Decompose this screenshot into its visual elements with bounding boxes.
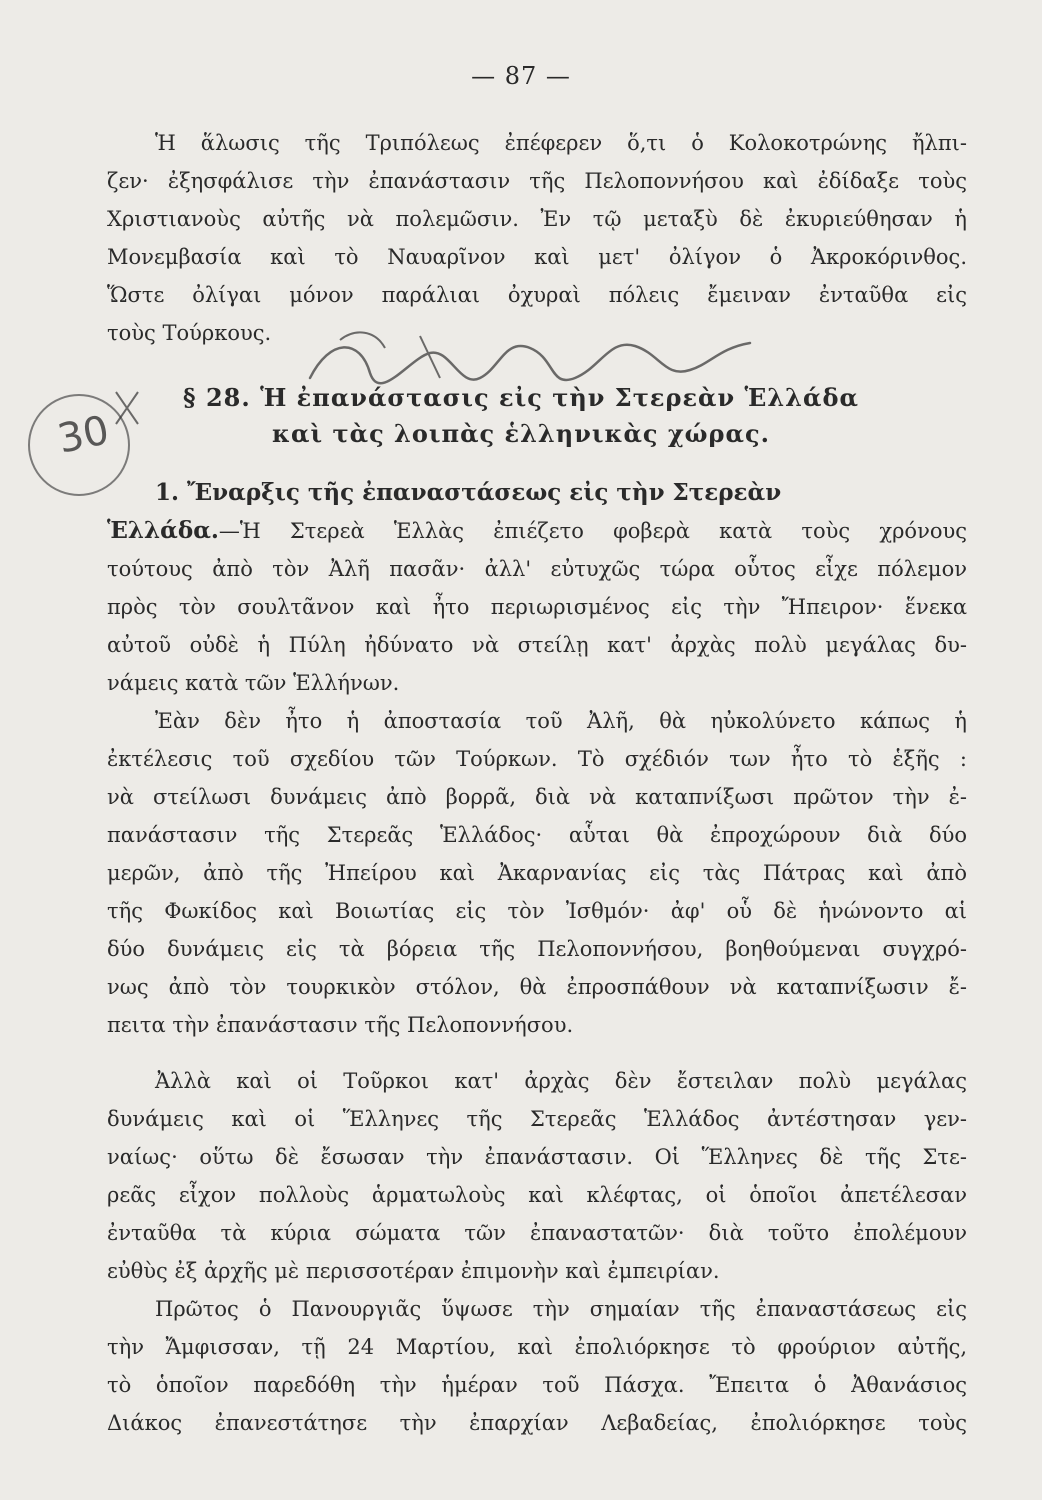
text-line: Ὥστε ὀλίγαι μόνον παράλιαι ὀχυραὶ πόλεις ἔμειναν ἐνταῦθα εἰς <box>107 283 967 307</box>
text-line: νὰ στείλωσι δυνάμεις ἀπὸ βορρᾶ, διὰ νὰ καταπνίξωσι πρῶτον τὴν ἐ- <box>107 785 967 809</box>
text-line: νάμεις κατὰ τῶν Ἑλλήνων. <box>107 671 400 695</box>
text-line: τοὺς Τούρκους. <box>107 321 272 345</box>
text-line: πρὸς τὸν σουλτᾶνον καὶ ἦτο περιωρισμένος εἰς τὴν Ἤπειρον· ἕνεκα <box>107 595 967 619</box>
text-line: αὐτοῦ οὐδὲ ἡ Πύλη ἠδύνατο νὰ στείλῃ κατ' ἀρχὰς πολὺ μεγάλας δυ- <box>107 633 967 657</box>
handwritten-annotation <box>300 318 760 408</box>
text-line: Διάκος ἐπανεστάτησε τὴν ἐπαρχίαν Λεβαδείας, ἐπολιόρκησε τοὺς <box>107 1411 967 1435</box>
first-line-rest: —Ἡ Στερεὰ Ἑλλὰς ἐπιέζετο φοβερὰ κατὰ τοὺς χρόνους <box>218 519 967 543</box>
section-heading-line-1: § 28. Ἡ ἐπανάστασις εἰς τὴν Στερεὰν Ἑλλάδα <box>183 383 859 412</box>
text-line: νως ἀπὸ τὸν τουρκικὸν στόλον, θὰ ἐπροσπάθουν νὰ καταπνίξωσιν ἔ- <box>107 975 967 999</box>
text-line: ἐνταῦθα τὰ κύρια σώματα τῶν ἐπαναστατῶν· διὰ τοῦτο ἐπολέμουν <box>107 1221 967 1245</box>
text-line: ἐκτέλεσις τοῦ σχεδίου τῶν Τούρκων. Τὸ σχέδιόν των ἦτο τὸ ἑξῆς : <box>107 747 967 771</box>
text-line: τῆς Φωκίδος καὶ Βοιωτίας εἰς τὸν Ἰσθμόν· ἀφ' οὗ δὲ ἡνώνοντο αἱ <box>107 899 967 923</box>
subsection-title-text: 1. Ἔναρξις τῆς ἐπαναστάσεως εἰς τὴν Στερεὰν <box>155 479 782 506</box>
text-line: Μονεμβασία καὶ τὸ Ναυαρῖνον καὶ μετ' ὀλίγον ὁ Ἀκροκόρινθος. <box>107 245 967 269</box>
handwritten-mark <box>112 388 142 428</box>
text-line: τὸ ὁποῖον παρεδόθη τὴν ἡμέραν τοῦ Πάσχα. Ἔπειτα ὁ Ἀθανάσιος <box>107 1373 967 1397</box>
text-line: πανάστασιν τῆς Στερεᾶς Ἑλλάδος· αὗται θὰ ἐπροχώρουν διὰ δύο <box>107 823 967 847</box>
text-line: μερῶν, ἀπὸ τῆς Ἠπείρου καὶ Ἀκαρνανίας εἰς τὰς Πάτρας καὶ ἀπὸ <box>107 861 967 885</box>
text-line: τὴν Ἄμφισσαν, τῇ 24 Μαρτίου, καὶ ἐπολιόρκησε τὸ φρούριον αὐτῆς, <box>107 1335 967 1359</box>
text-line: πειτα τὴν ἐπανάστασιν τῆς Πελοποννήσου. <box>107 1013 574 1037</box>
text-line: δύο δυνάμεις εἰς τὰ βόρεια τῆς Πελοποννήσου, βοηθούμεναι συγχρό- <box>107 937 967 961</box>
text-line: Χριστιανοὺς αὐτῆς νὰ πολεμῶσιν. Ἐν τῷ μεταξὺ δὲ ἐκυριεύθησαν ἡ <box>107 207 967 231</box>
text-line: Ἀλλὰ καὶ οἱ Τοῦρκοι κατ' ἀρχὰς δὲν ἔστειλαν πολὺ μεγάλας <box>155 1069 967 1093</box>
text-line <box>107 512 967 550</box>
text-line: Ἐὰν δὲν ἦτο ἡ ἀποστασία τοῦ Ἀλῆ, θὰ ηὐκολύνετο κάπως ἡ <box>155 709 967 733</box>
text-line: δυνάμεις καὶ οἱ Ἕλληνες τῆς Στερεᾶς Ἑλλάδος ἀντέστησαν γεν- <box>107 1107 967 1131</box>
text-line: Ἡ ἅλωσις τῆς Τριπόλεως ἐπέφερεν ὅ,τι ὁ Κολοκοτρώνης ἤλπι- <box>155 131 967 155</box>
page-number: — 87 — <box>471 62 571 90</box>
text-line: ναίως· οὕτω δὲ ἔσωσαν τὴν ἐπανάστασιν. Οἱ Ἕλληνες δὲ τῆς Στε- <box>107 1145 967 1169</box>
text-line: ρεᾶς εἶχον πολλοὺς ἁρματωλοὺς καὶ κλέφτας, οἱ ὁποῖοι ἀπετέλεσαν <box>107 1183 967 1207</box>
subsection-title <box>155 474 967 512</box>
subsection-title-end: Ἑλλάδα. <box>107 517 219 544</box>
text-line: τούτους ἀπὸ τὸν Ἀλῆ πασᾶν· ἀλλ' εὐτυχῶς τώρα οὗτος εἶχε πόλεμον <box>107 557 967 581</box>
text-line: Πρῶτος ὁ Πανουργιᾶς ὕψωσε τὴν σημαίαν τῆς ἐπαναστάσεως εἰς <box>155 1297 967 1321</box>
section-heading-line-2: καὶ τὰς λοιπὰς ἑλληνικὰς χώρας. <box>272 419 770 448</box>
text-line: ζεν· ἐξησφάλισε τὴν ἐπανάστασιν τῆς Πελοποννήσου καὶ ἐδίδαξε τοὺς <box>107 169 967 193</box>
text-line: εὐθὺς ἐξ ἀρχῆς μὲ περισσοτέραν ἐπιμονὴν καὶ ἐμπειρίαν. <box>107 1259 720 1283</box>
circled-annotation-number: 30 <box>53 407 114 463</box>
